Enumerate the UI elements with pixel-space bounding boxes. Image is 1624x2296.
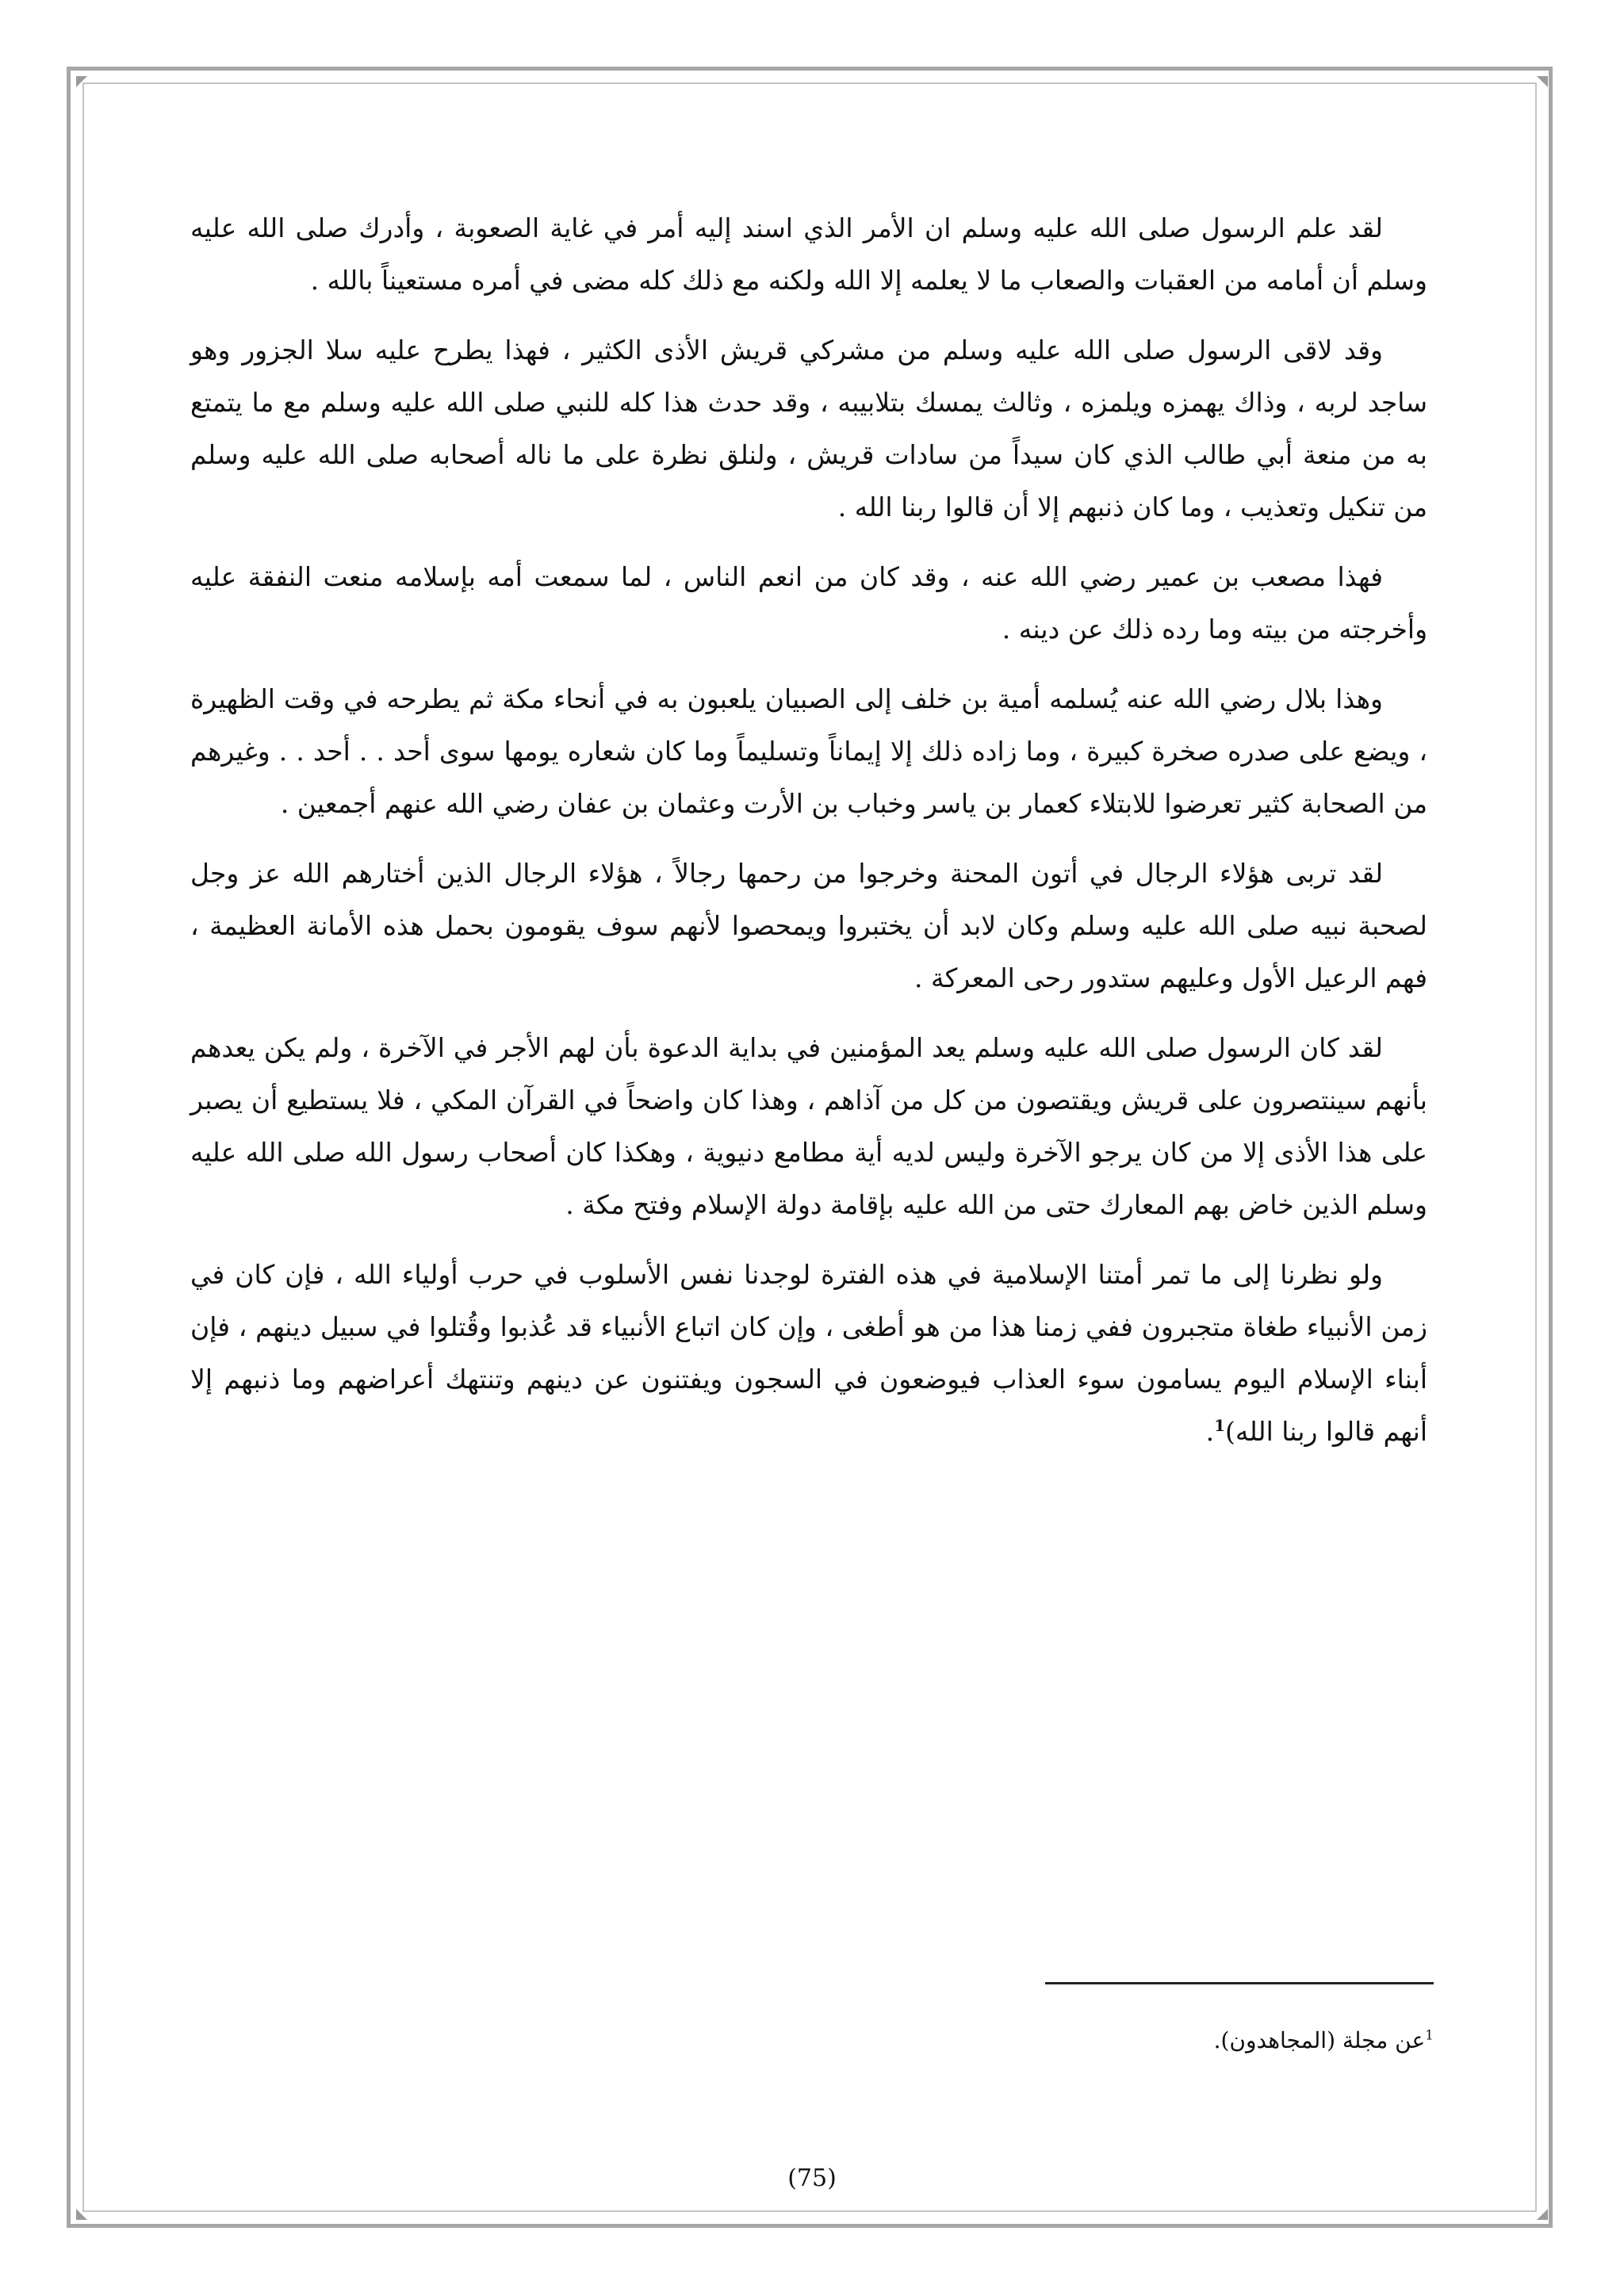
- footnote-text: عن مجلة (المجاهدون).: [1213, 2027, 1426, 2053]
- paragraph-5: لقد تربى هؤلاء الرجال في أتون المحنة وخرجوا من رحمها رجالاً ، هؤلاء الرجال الذين أختارهم الله عز وجل لصحبة نبيه صلى الله عليه وسلم وكان لابد أن يختبروا ويمحصوا لأنهم سوف يقومون بحمل هذه الأمانة العظيمة ، فهم الرعيل الأول وعليهم ستدور رحى المعركة .: [190, 858, 1427, 993]
- footnote: [641, 2026, 1434, 2055]
- corner-ornament-top-left: [76, 76, 87, 87]
- corner-ornament-bottom-right: [1537, 2209, 1548, 2220]
- paragraph-7: [190, 1249, 1427, 1458]
- footnote-reference[interactable]: 1: [1214, 1416, 1226, 1435]
- paragraph-2: وقد لاقى الرسول صلى الله عليه وسلم من مشركي قريش الأذى الكثير ، فهذا يطرح عليه سلا الجزور وهو ساجد لربه ، وذاك يهمزه ويلمزه ، وثالث يمسك بتلابيبه ، وقد حدث هذا كله للنبي صلى الله عليه وسلم مع ما يتمتع به من منعة أبي طالب الذي كان سيداً من سادات قريش ، ولنلق نظرة على ما ناله أصحابه صلى الله عليه وسلم من تنكيل وتعذيب ، وما كان ذنبهم إلا أن قالوا ربنا الله .: [190, 335, 1427, 522]
- paragraph-7-text: ولو نظرنا إلى ما تمر أمتنا الإسلامية في هذه الفترة لوجدنا نفس الأسلوب في حرب أولياء الله ، فإن كان في زمن الأنبياء طغاة متجبرون ففي زمنا هذا من هو أطغى ، وإن كان اتباع الأنبياء قد عُذبوا وقُتلوا في سبيل دينهم ، فإن أبناء الإسلام اليوم يسامون سوء العذاب فيوضعون في السجون ويفتنون عن دينهم وتنتهك أعراضهم وما ذنبهم إلا أنهم قالوا ربنا الله): [190, 1259, 1427, 1447]
- paragraph-1: لقد علم الرسول صلى الله عليه وسلم ان الأمر الذي اسند إليه أمر في غاية الصعوبة ، وأدرك صلى الله عليه وسلم أن أمامه من العقبات والصعاب ما لا يعلمه إلا الله ولكنه مع ذلك كله مضى في أمره مستعيناً بالله .: [190, 212, 1427, 296]
- paragraph-7-end: .: [1205, 1416, 1215, 1447]
- paragraph-4: وهذا بلال رضي الله عنه يُسلمه أمية بن خلف إلى الصبيان يلعبون به في أنحاء مكة ثم يطرحه في وقت الظهيرة ، ويضع على صدره صخرة كبيرة ، وما زاده ذلك إلا إيماناً وتسليماً وما كان شعاره يومها سوى أحد . . أحد . . وغيرهم من الصحابة كثير تعرضوا للابتلاء كعمار بن ياسر وخباب بن الأرت وعثمان بن عفان رضي الله عنهم أجمعين .: [190, 683, 1427, 819]
- corner-ornament-bottom-left: [76, 2209, 87, 2220]
- paragraph-6: لقد كان الرسول صلى الله عليه وسلم يعد المؤمنين في بداية الدعوة بأن لهم الأجر في الآخرة ، ولم يكن يعدهم بأنهم سينتصرون على قريش ويقتصون من كل من آذاهم ، وهذا كان واضحاً في القرآن المكي ، فلا يستطيع أن يصبر على هذا الأذى إلا من كان يرجو الآخرة وليس لديه أية مطامع دنيوية ، وهكذا كان أصحاب رسول الله صلى الله عليه وسلم الذين خاض بهم المعارك حتى من الله عليه بإقامة دولة الإسلام وفتح مكة .: [190, 1032, 1427, 1220]
- corner-ornament-top-right: [1537, 76, 1548, 87]
- body-text: [190, 202, 1427, 1475]
- footnote-marker: 1: [1425, 2027, 1434, 2044]
- footnote-separator: [1045, 1982, 1434, 1984]
- page-number: (75): [787, 2164, 837, 2192]
- paragraph-3: فهذا مصعب بن عمير رضي الله عنه ، وقد كان من انعم الناس ، لما سمعت أمه بإسلامه منعت النفقة عليه وأخرجته من بيته وما رده ذلك عن دينه .: [190, 561, 1427, 645]
